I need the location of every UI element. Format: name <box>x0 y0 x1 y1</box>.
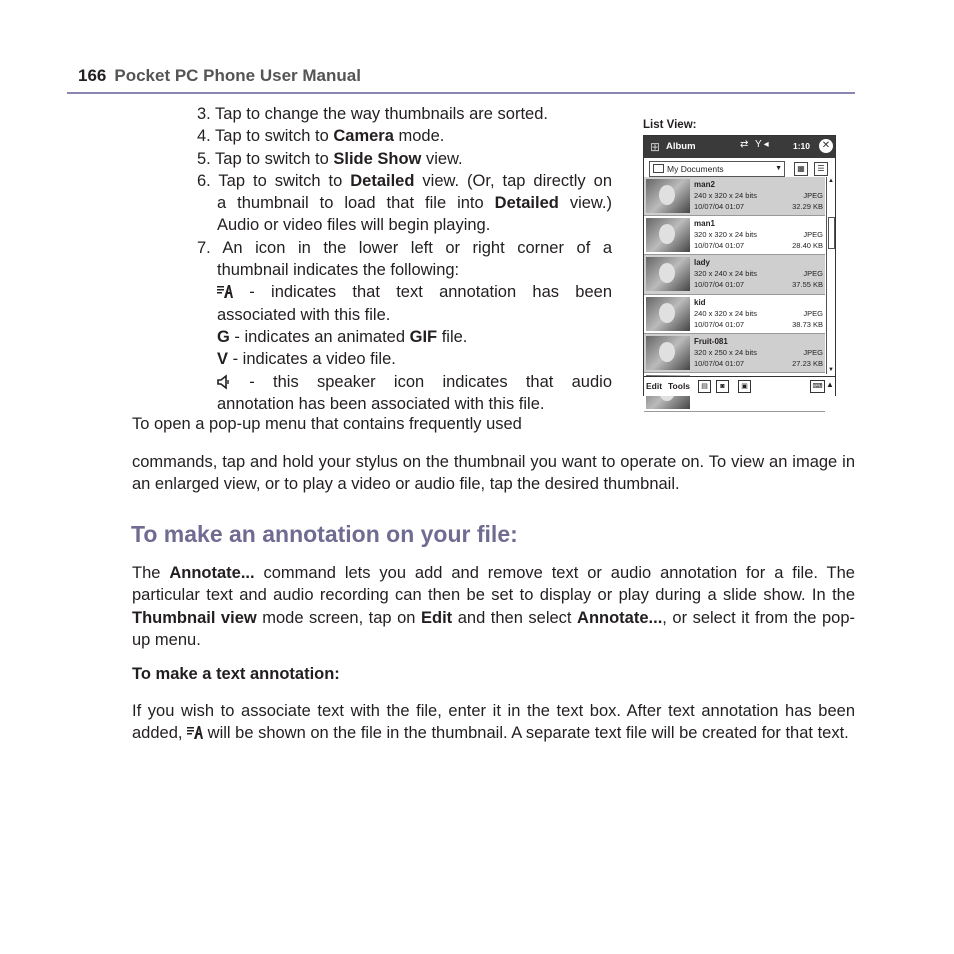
step-6-mid: view. (Or, tap directly on <box>414 171 612 190</box>
speaker-line1 <box>197 371 612 393</box>
status-icons[interactable]: ⇄ Y◂ <box>740 139 771 150</box>
ann-t2: command lets you add and remove text or audio annotation for a file. The particular text and audio recording can then be set to display or play during a slide show. In the <box>132 564 855 605</box>
step-6-line3: Audio or video files will begin playing. <box>217 216 491 235</box>
popup-paragraph-cont: commands, tap and hold your stylus on the thumbnail you want to operate on. To view an image in an enlarged view, or to play a video or audio file, tap the desired thumbnail. <box>132 453 855 494</box>
file-date: 10/07/04 01:07 <box>694 202 745 211</box>
file-name: man2 <box>694 180 715 189</box>
manual-title: Pocket PC Phone User Manual <box>114 66 361 85</box>
file-name: Fruit-081 <box>694 336 728 346</box>
file-size: 37.55 KB <box>792 280 823 290</box>
list-item[interactable] <box>644 216 825 255</box>
scroll-down-icon[interactable]: ▼ <box>828 367 834 373</box>
step-6 <box>197 170 612 237</box>
file-size: 38.73 KB <box>792 319 823 329</box>
start-menu-icon[interactable]: ⊞ <box>649 140 661 154</box>
list-view-label: List View: <box>643 119 697 131</box>
app-title: Album <box>666 141 696 152</box>
video-letter: V <box>217 350 229 369</box>
step-6-text: 6. Tap to switch to <box>197 171 351 190</box>
slideshow-icon[interactable]: ▣ <box>738 380 751 393</box>
step-4-text: 4. Tap to switch to <box>197 127 334 146</box>
section-heading: To make an annotation on your file: <box>131 521 518 547</box>
step-5-bold: Slide Show <box>333 149 422 168</box>
step-4 <box>197 125 612 147</box>
gif-letter: G <box>217 327 230 346</box>
subheading: To make a text annotation: <box>132 665 340 683</box>
file-dims: 320 x 250 x 24 bits <box>694 347 757 357</box>
folder-name: My Documents <box>667 164 724 174</box>
ann-b3: Edit <box>421 608 453 627</box>
text-annotation-icon <box>187 725 203 740</box>
video-line <box>197 348 612 370</box>
ann-t5: , or select it from the pop-up menu. <box>132 608 855 649</box>
file-date: 10/07/04 01:07 <box>694 241 745 251</box>
file-name: kid <box>694 297 706 307</box>
text-annotation-icon <box>217 284 233 299</box>
speaker-line2: annotation has been associated with this file. <box>217 394 545 413</box>
text-annotation-paragraph <box>132 700 855 745</box>
list-item[interactable] <box>644 334 825 373</box>
clock: 1:10 <box>793 141 811 151</box>
sort-icon[interactable]: ▤ <box>698 380 711 393</box>
step-3 <box>197 103 612 125</box>
input-arrow-icon[interactable]: ▲ <box>826 380 834 389</box>
scroll-up-icon[interactable]: ▲ <box>828 178 834 184</box>
file-size: 27.23 KB <box>792 358 823 368</box>
annotate-paragraph <box>132 562 855 651</box>
text-annotation-line2: associated with this file. <box>217 305 391 324</box>
camera-icon[interactable]: ◙ <box>716 380 729 393</box>
ann-t3: mode screen, tap on <box>256 608 422 627</box>
text-t1: If you wish to associate text with the file, enter it in the text box. After text annotation has been added, <box>132 702 855 743</box>
gif-line <box>197 326 612 348</box>
file-type: JPEG <box>803 230 823 240</box>
text-annotation-line1 <box>197 281 612 303</box>
menu-tools[interactable]: Tools <box>668 381 691 391</box>
list-item[interactable] <box>644 255 825 294</box>
file-date: 10/07/04 01:07 <box>694 319 745 329</box>
ann-t1: The <box>132 564 170 582</box>
list-view-icon[interactable]: ☰ <box>814 162 828 176</box>
menu-bar <box>644 376 835 396</box>
step-7-line1: 7. An icon in the lower left or right corner of a <box>197 238 612 257</box>
step-7 <box>197 237 612 415</box>
thumbnail[interactable] <box>646 179 690 213</box>
device-screenshot <box>643 135 836 396</box>
step-6-line2-post: view.) <box>558 194 613 213</box>
text-annotation-desc: - indicates that text annotation has been <box>233 283 612 302</box>
file-name: man1 <box>694 219 715 229</box>
steps-list <box>197 103 612 415</box>
thumbnail[interactable] <box>646 297 690 331</box>
gif-word: GIF <box>409 327 438 346</box>
gif-desc: - indicates an animated <box>229 327 410 346</box>
scrollbar[interactable] <box>826 177 835 374</box>
keyboard-icon[interactable]: ⌨ <box>810 380 825 393</box>
page-number: 166 <box>78 66 107 85</box>
close-icon[interactable]: ✕ <box>819 139 833 153</box>
list-item[interactable] <box>644 177 825 216</box>
file-dims: 320 x 320 x 24 bits <box>694 230 757 240</box>
step-4-bold: Camera <box>333 127 394 146</box>
page-header <box>78 66 361 86</box>
menu-edit[interactable]: Edit <box>646 381 663 391</box>
thumbnail-view-icon[interactable]: ▦ <box>794 162 808 176</box>
step-6-bold1: Detailed <box>350 171 415 190</box>
speaker-icon <box>217 375 231 389</box>
ann-b2: Thumbnail view <box>132 608 257 627</box>
step-4-post: mode. <box>393 127 445 146</box>
video-desc: - indicates a video file. <box>228 350 396 369</box>
step-6-bold2: Detailed <box>494 194 559 213</box>
file-date: 10/07/04 01:07 <box>694 358 745 368</box>
file-dims: 320 x 240 x 24 bits <box>694 269 757 279</box>
scroll-thumb[interactable] <box>828 217 835 249</box>
header-rule <box>67 92 855 94</box>
folder-dropdown[interactable] <box>649 161 785 177</box>
step-7-line2: thumbnail indicates the following: <box>217 261 460 280</box>
speaker-desc: - this speaker icon indicates that audio <box>231 372 612 391</box>
text-t2: will be shown on the file in the thumbnail. A separate text file will be created for that text. <box>203 724 849 743</box>
file-type: JPEG <box>803 191 823 200</box>
ann-b4: Annotate... <box>577 608 663 627</box>
ann-b1: Annotate... <box>169 564 255 582</box>
step-6-line1 <box>197 170 612 192</box>
step-3-text: 3. Tap to change the way thumbnails are sorted. <box>197 105 548 123</box>
file-type: JPEG <box>803 269 823 279</box>
file-type: JPEG <box>803 347 823 357</box>
popup-paragraph-start: To open a pop-up menu that contains frequently used <box>132 415 522 433</box>
file-size: 28.40 KB <box>792 241 823 251</box>
file-date: 10/07/04 01:07 <box>694 280 745 290</box>
folder-icon <box>653 164 664 173</box>
file-size: 32.29 KB <box>792 202 823 211</box>
title-bar <box>644 136 835 158</box>
thumbnail[interactable] <box>646 257 690 291</box>
step-5 <box>197 148 612 170</box>
list-item[interactable] <box>644 295 825 334</box>
step-5-text: 5. Tap to switch to <box>197 149 334 168</box>
step-6-line2-text: a thumbnail to load that file into <box>217 194 495 213</box>
file-type: JPEG <box>803 308 823 318</box>
thumbnail[interactable] <box>646 218 690 252</box>
file-list <box>644 177 825 374</box>
file-name: lady <box>694 258 711 268</box>
file-dims: 240 x 320 x 24 bits <box>694 308 757 318</box>
file-dims: 240 x 320 x 24 bits <box>694 191 757 200</box>
chevron-down-icon: ▼ <box>775 165 782 172</box>
thumbnail[interactable] <box>646 336 690 370</box>
gif-post: file. <box>437 327 468 346</box>
ann-t4: and then select <box>452 608 578 627</box>
step-5-post: view. <box>421 149 463 168</box>
step-6-line2 <box>197 192 612 214</box>
